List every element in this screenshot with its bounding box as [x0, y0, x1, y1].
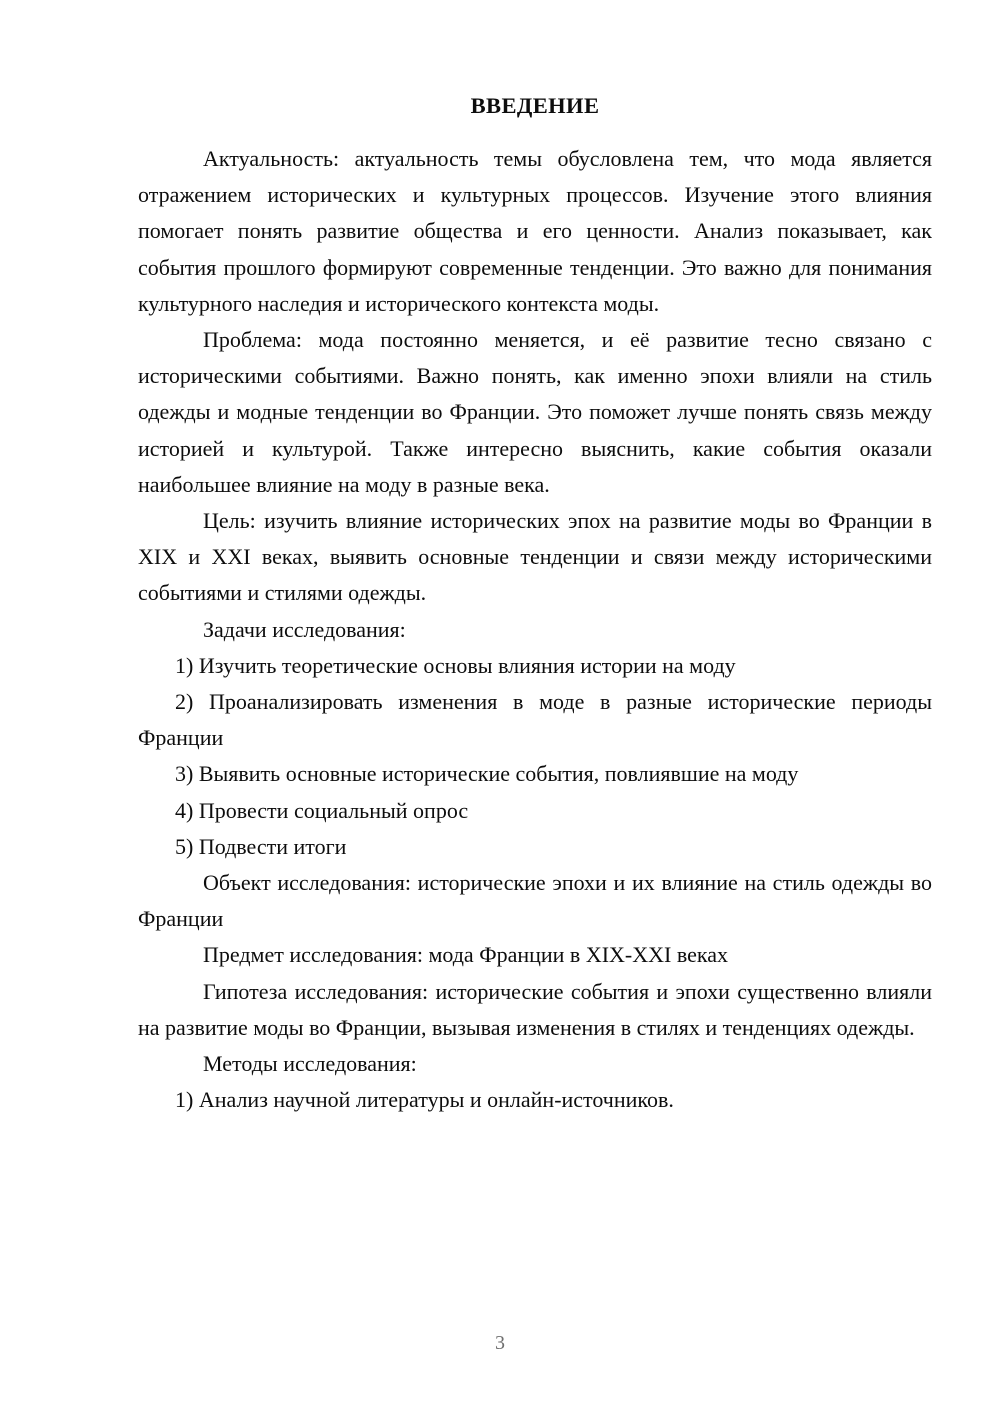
heading-tasks: Задачи исследования:	[203, 616, 406, 642]
task-item-1: 1) Изучить теоретические основы влияния истории на моду	[175, 652, 736, 678]
page-number: 3	[495, 1332, 505, 1354]
paragraph-goal: Цель: изучить влияние исторических эпох на развитие моды во Франции в XIX и XXI веках, выявить основные тенденции и связи между историческими событиями и стилями одежды.	[138, 508, 932, 606]
heading-methods: Методы исследования:	[203, 1051, 417, 1077]
task-item-5: 5) Подвести итоги	[175, 833, 347, 859]
task-item-2: 2) Проанализировать изменения в моде в разные исторические периоды Франции	[138, 689, 932, 751]
task-item-3: 3) Выявить основные исторические события, повлиявшие на моду	[175, 761, 799, 787]
page-content	[138, 88, 932, 1118]
task-item-4: 4) Провести социальный опрос	[175, 797, 469, 823]
paragraph-problem: Проблема: мода постоянно меняется, и её развитие тесно связано с историческими событиями. Важно понять, как именно эпохи влияли на стиль одежды и модные тенденции во Франции. Это поможет лучше понять связь между историей и культурой. Также интересно выяснить, какие события оказали наибольшее влияние на моду в разные века.	[138, 327, 932, 497]
paragraph-object: Объект исследования: исторические эпохи и их влияние на стиль одежды во Франции	[138, 870, 932, 932]
paragraph-subject: Предмет исследования: мода Франции в XIX-XXI веках	[203, 942, 728, 968]
paragraph-relevance: Актуальность: актуальность темы обусловлена тем, что мода является отражением исторических и культурных процессов. Изучение этого влияния помогает понять развитие общества и его ценности. Анализ показывает, как события прошлого формируют современные тенденции. Это важно для понимания культурного наследия и исторического контекста моды.	[138, 146, 932, 316]
method-item-1: 1) Анализ научной литературы и онлайн-источников.	[175, 1087, 674, 1113]
paragraph-hypothesis: Гипотеза исследования: исторические события и эпохи существенно влияли на развитие моды во Франции, вызывая изменения в стилях и тенденциях одежды.	[138, 978, 932, 1040]
page-title: ВВЕДЕНИЕ	[470, 93, 600, 118]
